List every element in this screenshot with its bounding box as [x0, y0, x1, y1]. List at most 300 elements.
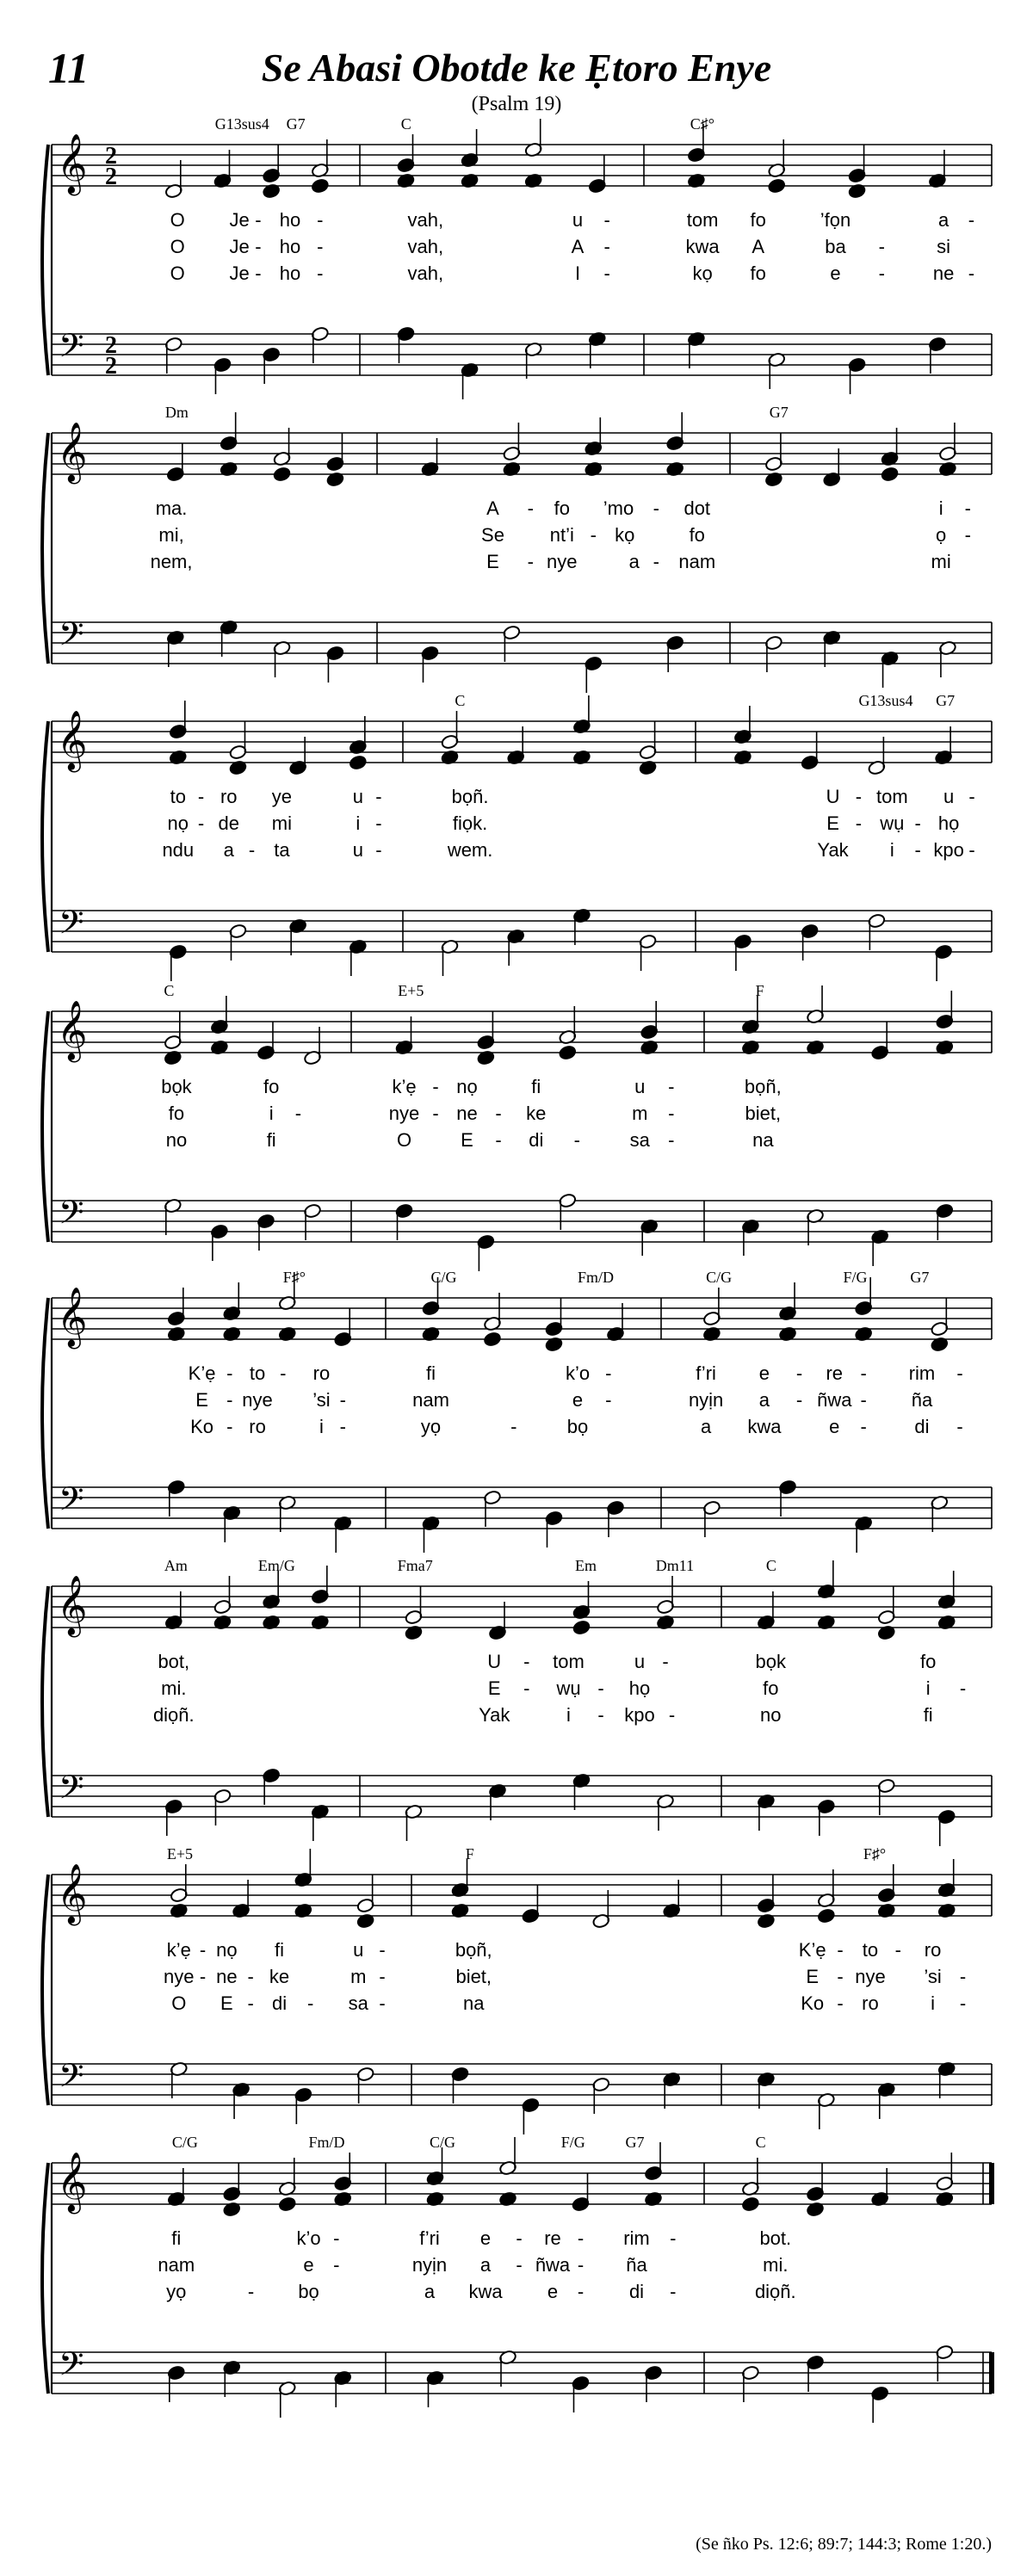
- lyric-syllable: -: [577, 2281, 585, 2302]
- lyric-syllable: -: [959, 1992, 967, 2014]
- hymn-title: Se Abasi Obotde ke Ẹtoro Enye: [261, 46, 772, 90]
- bass-clef: 𝄢: [59, 2344, 84, 2391]
- chord-symbol: C/G: [430, 2134, 456, 2151]
- chord-symbol: Fm/D: [308, 2134, 345, 2151]
- lyric-syllable: a: [758, 1389, 770, 1411]
- lyric-syllable: bọñ,: [744, 1076, 782, 1097]
- lyric-syllable: a: [937, 209, 949, 231]
- lyric-syllable: a: [628, 551, 640, 572]
- lyric-syllable: fo: [763, 1677, 779, 1699]
- lyric-syllable: -: [197, 812, 205, 834]
- lyric-syllable: vah,: [407, 209, 444, 231]
- system-1: [42, 115, 992, 399]
- lyric-syllable: -: [226, 1416, 233, 1437]
- bass-staff: [52, 622, 992, 664]
- chord-symbol: Dm11: [655, 1557, 695, 1574]
- lyric-syllable: -: [603, 236, 610, 257]
- lyric-syllable: bọk: [161, 1076, 192, 1097]
- system-2: [42, 404, 992, 693]
- lyric-syllable: -: [255, 209, 262, 231]
- lyric-syllable: ba: [825, 236, 846, 257]
- lyric-syllable: tom: [875, 786, 908, 807]
- bass-clef: 𝄢: [59, 326, 84, 373]
- lyric-syllable: -: [653, 551, 659, 572]
- lyric-syllable: O: [170, 263, 185, 284]
- lyric-syllable: họ: [937, 812, 960, 834]
- lyric-syllable: re: [544, 2227, 561, 2249]
- lyric-syllable: A: [752, 236, 765, 257]
- lyric-syllable: f’ri: [696, 1362, 716, 1384]
- lyric-syllable: rim: [623, 2227, 650, 2249]
- lyric-syllable: ’mo: [603, 497, 634, 519]
- lyric-syllable: to: [862, 1939, 879, 1961]
- hymn-subtitle: (Psalm 19): [471, 93, 562, 115]
- alto-note: [741, 2196, 759, 2212]
- lyric-syllable: U: [487, 1651, 502, 1672]
- lyric-syllable: -: [597, 1677, 604, 1699]
- lyric-syllable: -: [878, 236, 885, 257]
- lyric-syllable: ho: [279, 236, 301, 257]
- lyric-syllable: diọñ.: [152, 1704, 195, 1726]
- lyric-syllable: nam: [158, 2254, 195, 2276]
- chord-symbol: F/G: [843, 1269, 868, 1286]
- lyric-syllable: e: [547, 2281, 559, 2302]
- lyric-syllable: mi.: [161, 1677, 187, 1699]
- lyric-syllable: kpo: [933, 839, 964, 861]
- lyric-syllable: -: [375, 812, 382, 834]
- lyric-syllable: -: [294, 1103, 302, 1124]
- lyric-syllable: -: [516, 2227, 523, 2249]
- lyric-syllable: nye: [547, 551, 578, 572]
- lyric-syllable: e: [572, 1389, 584, 1411]
- lyric-syllable: yọ: [166, 2281, 187, 2302]
- lyric-syllable: to: [170, 786, 186, 807]
- lyric-syllable: e: [829, 1416, 840, 1437]
- lyric-syllable: -: [199, 1966, 207, 1987]
- lyric-syllable: biet,: [745, 1103, 782, 1124]
- lyric-syllable: vah,: [407, 236, 444, 257]
- time-signature-numerator: 2: [105, 332, 117, 359]
- treble-clef: 𝄞: [57, 1575, 88, 1635]
- treble-staff: [52, 1298, 992, 1339]
- lyric-syllable: dot: [684, 497, 711, 519]
- lyric-syllable: bọk: [755, 1651, 787, 1672]
- lyric-syllable: i: [931, 1992, 936, 2014]
- lyric-syllable: na: [752, 1129, 774, 1151]
- lyric-syllable: nọ: [216, 1939, 238, 1961]
- lyric-syllable: -: [668, 1704, 676, 1726]
- lyric-syllable: kọ: [615, 524, 635, 546]
- lyric-syllable: ọ: [936, 524, 947, 546]
- chord-symbol: Fm/D: [578, 1269, 615, 1286]
- lyric-syllable: -: [964, 497, 971, 519]
- lyric-syllable: i: [938, 497, 943, 519]
- alto-note: [273, 466, 291, 482]
- lyric-syllable: fo: [750, 209, 766, 231]
- chord-symbol: C/G: [430, 1269, 457, 1286]
- lyric-syllable: u: [352, 839, 363, 861]
- bass-clef: 𝄢: [59, 615, 84, 661]
- lyric-syllable: rim: [908, 1362, 936, 1384]
- lyric-syllable: f’ri: [419, 2227, 440, 2249]
- lyric-syllable: wụ: [556, 1677, 581, 1699]
- lyric-syllable: kwa: [747, 1416, 782, 1437]
- hymn-number: 11: [48, 44, 90, 92]
- lyric-syllable: -: [597, 1704, 604, 1726]
- lyric-syllable: O: [171, 1992, 187, 2014]
- lyric-syllable: fo: [168, 1103, 185, 1124]
- lyric-syllable: -: [577, 2227, 585, 2249]
- lyric-syllable: -: [379, 1966, 386, 1987]
- chord-symbol: E+5: [398, 982, 424, 999]
- lyric-syllable: nyịn: [411, 2254, 448, 2276]
- lyric-syllable: a: [223, 839, 234, 861]
- lyric-syllable: i: [356, 812, 361, 834]
- system-5: [42, 1269, 992, 1553]
- lyric-syllable: O: [170, 209, 185, 231]
- lyric-syllable: -: [860, 1362, 867, 1384]
- lyric-syllable: -: [662, 1651, 669, 1672]
- lyric-syllable: -: [837, 1966, 844, 1987]
- lyric-syllable: -: [914, 839, 921, 861]
- chord-symbol: G7: [936, 692, 956, 709]
- lyric-syllable: -: [247, 1966, 254, 1987]
- lyric-syllable: ro: [924, 1939, 942, 1961]
- lyric-syllable: E: [486, 551, 499, 572]
- lyric-syllable: vah,: [407, 263, 444, 284]
- lyric-syllable: -: [510, 1416, 517, 1437]
- treble-staff: [52, 1586, 992, 1628]
- lyric-syllable: O: [396, 1129, 412, 1151]
- lyric-syllable: I: [574, 263, 581, 284]
- lyric-syllable: fo: [750, 263, 766, 284]
- lyric-syllable: -: [795, 1389, 803, 1411]
- chord-symbol: G7: [769, 404, 789, 421]
- lyric-syllable: ñwa: [535, 2254, 571, 2276]
- lyric-syllable: K’ẹ: [188, 1362, 216, 1384]
- lyric-syllable: nye: [388, 1103, 420, 1124]
- lyric-syllable: fi: [531, 1076, 541, 1097]
- alto-note: [483, 1331, 501, 1347]
- lyric-syllable: ta: [274, 839, 290, 861]
- lyric-syllable: kwa: [468, 2281, 503, 2302]
- lyric-syllable: -: [339, 1389, 346, 1411]
- lyric-syllable: si: [937, 236, 951, 257]
- lyric-syllable: de: [218, 812, 240, 834]
- lyric-syllable: tom: [553, 1651, 585, 1672]
- lyric-syllable: -: [653, 497, 659, 519]
- lyric-syllable: -: [247, 1992, 254, 2014]
- lyric-syllable: -: [226, 1362, 233, 1384]
- lyric-syllable: -: [495, 1103, 502, 1124]
- lyric-syllable: -: [837, 1939, 844, 1961]
- system-brace: [42, 721, 48, 952]
- lyric-syllable: mi.: [763, 2254, 789, 2276]
- lyric-syllable: fi: [275, 1939, 285, 1961]
- chord-symbol: G13sus4: [214, 115, 269, 133]
- treble-clef: 𝄞: [57, 710, 88, 770]
- lyric-syllable: ro: [862, 1992, 879, 2014]
- lyric-syllable: a: [479, 2254, 492, 2276]
- treble-staff: [52, 1875, 992, 1916]
- lyric-syllable: nt’i: [549, 524, 574, 546]
- lyric-syllable: sa: [348, 1992, 368, 2014]
- chord-symbol: C: [765, 1557, 776, 1574]
- lyric-syllable: A: [571, 236, 585, 257]
- lyric-syllable: i: [925, 1677, 931, 1699]
- bass-clef: 𝄢: [59, 1768, 84, 1814]
- lyric-syllable: -: [527, 551, 534, 572]
- bass-staff: [52, 1776, 992, 1817]
- lyric-syllable: ma.: [155, 497, 188, 519]
- lyric-syllable: -: [375, 786, 382, 807]
- lyric-syllable: u: [353, 1939, 364, 1961]
- chord-symbol: F♯°: [863, 1845, 887, 1863]
- lyric-syllable: -: [527, 497, 534, 519]
- lyric-syllable: E: [195, 1389, 208, 1411]
- chord-symbol: C: [755, 2134, 766, 2151]
- bass-clef: 𝄢: [59, 1193, 84, 1239]
- lyric-syllable: kpo: [624, 1704, 655, 1726]
- time-signature-denominator: 2: [105, 353, 117, 380]
- lyric-syllable: E: [487, 1677, 501, 1699]
- lyric-syllable: -: [333, 2227, 340, 2249]
- scripture-references: (Se ñko Ps. 12:6; 89:7; 144:3; Rome 1:20.): [696, 2535, 992, 2554]
- lyric-syllable: -: [255, 236, 262, 257]
- lyric-syllable: ’si: [924, 1966, 942, 1987]
- chord-symbol: C: [455, 692, 466, 709]
- chord-symbol: F: [465, 1845, 474, 1863]
- lyric-syllable: fiọk.: [452, 812, 488, 834]
- lyric-syllable: -: [577, 2254, 585, 2276]
- lyric-syllable: ho: [279, 263, 301, 284]
- treble-clef: 𝄞: [57, 1863, 88, 1924]
- chord-symbol: Em/G: [257, 1557, 295, 1574]
- bass-staff: [52, 1487, 992, 1529]
- system-brace: [42, 1875, 48, 2105]
- system-brace: [42, 1298, 48, 1529]
- treble-staff: [52, 2163, 992, 2204]
- lyric-syllable: -: [432, 1103, 439, 1124]
- system-4: [42, 982, 992, 1271]
- lyric-syllable: -: [603, 263, 610, 284]
- lyric-syllable: nem,: [150, 551, 193, 572]
- lyric-syllable: re: [826, 1362, 844, 1384]
- lyric-syllable: -: [248, 839, 256, 861]
- lyric-syllable: -: [590, 524, 597, 546]
- system-brace: [42, 145, 48, 375]
- lyric-syllable: -: [956, 1416, 963, 1437]
- lyric-syllable: -: [333, 2254, 340, 2276]
- chord-symbol: G13sus4: [858, 692, 913, 709]
- lyric-syllable: di: [271, 1992, 288, 2014]
- system-brace: [42, 1586, 48, 1817]
- lyric-syllable: E: [826, 812, 839, 834]
- lyric-syllable: -: [197, 786, 205, 807]
- chord-symbol: Dm: [164, 404, 189, 421]
- treble-clef: 𝄞: [57, 1287, 88, 1347]
- lyric-syllable: -: [573, 1129, 580, 1151]
- lyric-syllable: ña: [626, 2254, 647, 2276]
- lyric-syllable: u: [943, 786, 955, 807]
- lyric-syllable: m: [632, 1103, 648, 1124]
- chord-symbol: Em: [575, 1557, 597, 1574]
- lyric-syllable: -: [379, 1992, 386, 2014]
- lyric-syllable: mi: [931, 551, 951, 572]
- lyric-syllable: -: [670, 2281, 677, 2302]
- lyric-syllable: -: [495, 1129, 502, 1151]
- lyric-syllable: wem.: [447, 839, 493, 861]
- lyric-syllable: -: [226, 1389, 233, 1411]
- lyric-syllable: -: [375, 839, 382, 861]
- lyric-syllable: yọ: [420, 1416, 442, 1437]
- lyric-syllable: a: [424, 2281, 436, 2302]
- lyric-syllable: -: [317, 209, 324, 231]
- lyric-syllable: Se: [481, 524, 504, 546]
- lyric-syllable: nam: [678, 551, 716, 572]
- lyric-syllable: nye: [855, 1966, 886, 1987]
- alto-note: [881, 466, 899, 482]
- lyric-syllable: no: [165, 1129, 188, 1151]
- time-signature-numerator: 2: [105, 143, 117, 170]
- treble-clef: 𝄞: [57, 2152, 88, 2212]
- lyric-syllable: bọ: [566, 1416, 589, 1437]
- alto-note: [311, 178, 329, 194]
- lyric-syllable: fo: [554, 497, 570, 519]
- lyric-syllable: -: [837, 1992, 844, 2014]
- lyric-syllable: i: [889, 839, 894, 861]
- lyric-syllable: Ko: [190, 1416, 214, 1437]
- lyric-syllable: e: [758, 1362, 770, 1384]
- chord-symbol: F/G: [560, 2134, 585, 2151]
- lyric-syllable: e: [830, 263, 841, 284]
- alto-note: [572, 1620, 591, 1635]
- time-signature-denominator: 2: [105, 164, 117, 190]
- lyric-syllable: e: [303, 2254, 314, 2276]
- lyric-syllable: ro: [220, 786, 238, 807]
- lyric-syllable: Je: [229, 236, 250, 257]
- lyric-syllable: nyịn: [688, 1389, 724, 1411]
- lyric-syllable: i: [269, 1103, 274, 1124]
- chord-symbol: F♯°: [282, 1269, 306, 1286]
- lyric-syllable: na: [463, 1992, 485, 2014]
- lyric-syllable: -: [894, 1939, 901, 1961]
- system-brace: [42, 1011, 48, 1242]
- lyric-syllable: -: [339, 1416, 346, 1437]
- lyric-syllable: kọ: [692, 263, 713, 284]
- alto-note: [768, 178, 786, 194]
- lyric-syllable: A: [486, 497, 499, 519]
- lyric-syllable: Ko: [801, 1992, 825, 2014]
- lyric-syllable: họ: [628, 1677, 651, 1699]
- lyric-syllable: sa: [629, 1129, 650, 1151]
- system-7: [42, 1845, 992, 2134]
- lyric-syllable: -: [855, 786, 863, 807]
- lyric-syllable: -: [605, 1362, 612, 1384]
- treble-staff: [52, 433, 992, 474]
- lyric-syllable: biet,: [455, 1966, 492, 1987]
- lyric-syllable: -: [670, 2227, 677, 2249]
- lyric-syllable: fo: [263, 1076, 280, 1097]
- lyric-syllable: ndu: [162, 839, 195, 861]
- lyric-syllable: -: [795, 1362, 803, 1384]
- lyric-syllable: -: [855, 812, 863, 834]
- bass-clef: 𝄢: [59, 1480, 84, 1526]
- lyric-syllable: di: [529, 1129, 544, 1151]
- lyric-syllable: fi: [426, 1362, 436, 1384]
- chord-symbol: C/G: [171, 2134, 198, 2151]
- lyric-syllable: O: [170, 236, 185, 257]
- lyric-syllable: ro: [249, 1416, 266, 1437]
- system-brace: [42, 2163, 48, 2394]
- lyric-syllable: diọñ.: [754, 2281, 796, 2302]
- lyric-syllable: ne: [932, 263, 955, 284]
- lyric-syllable: -: [317, 236, 324, 257]
- lyric-syllable: Yak: [479, 1704, 510, 1726]
- lyric-syllable: -: [914, 812, 921, 834]
- lyric-syllable: -: [605, 1389, 612, 1411]
- lyric-syllable: -: [964, 524, 971, 546]
- lyric-syllable: ’fọn: [820, 209, 851, 231]
- chord-symbol: Fma7: [397, 1557, 433, 1574]
- lyric-syllable: u: [572, 209, 584, 231]
- lyric-syllable: di: [914, 1416, 930, 1437]
- alto-note: [278, 2196, 296, 2212]
- lyric-syllable: k’o: [565, 1362, 591, 1384]
- lyric-syllable: wụ: [880, 812, 905, 834]
- lyric-syllable: u: [634, 1076, 646, 1097]
- lyric-syllable: nye: [242, 1389, 273, 1411]
- lyric-syllable: ho: [279, 209, 301, 231]
- lyric-syllable: -: [379, 1939, 386, 1961]
- treble-clef: 𝄞: [57, 133, 88, 194]
- lyric-syllable: -: [878, 263, 885, 284]
- chord-symbol: C♯°: [690, 115, 714, 133]
- bass-staff: [52, 2352, 992, 2394]
- lyric-syllable: -: [247, 2281, 255, 2302]
- lyric-syllable: u: [352, 786, 363, 807]
- bass-clef: 𝄢: [59, 903, 84, 949]
- lyric-syllable: Je: [229, 209, 250, 231]
- lyric-syllable: e: [479, 2227, 492, 2249]
- lyric-syllable: U: [826, 786, 840, 807]
- lyric-syllable: bọ: [298, 2281, 319, 2302]
- lyric-syllable: -: [959, 1677, 967, 1699]
- lyric-syllable: bot.: [759, 2227, 792, 2249]
- alto-note: [349, 755, 367, 770]
- lyric-syllable: -: [523, 1677, 530, 1699]
- system-3: [42, 692, 992, 981]
- lyric-syllable: -: [668, 1129, 675, 1151]
- lyric-syllable: E: [461, 1129, 473, 1151]
- lyric-syllable: di: [628, 2281, 645, 2302]
- lyric-syllable: Je: [229, 263, 250, 284]
- lyric-syllable: -: [860, 1416, 867, 1437]
- system-8: [42, 2134, 992, 2423]
- lyric-syllable: K’ẹ: [798, 1939, 826, 1961]
- lyric-syllable: nye: [164, 1966, 195, 1987]
- chord-symbol: C/G: [706, 1269, 733, 1286]
- lyric-syllable: -: [968, 839, 975, 861]
- lyric-syllable: -: [523, 1651, 530, 1672]
- lyric-syllable: ña: [911, 1389, 933, 1411]
- bass-clef: 𝄢: [59, 2056, 84, 2103]
- system-brace: [42, 433, 48, 664]
- chord-symbol: G7: [910, 1269, 930, 1286]
- lyric-syllable: -: [516, 2254, 523, 2276]
- lyric-syllable: mi,: [158, 524, 184, 546]
- lyric-syllable: no: [760, 1704, 782, 1726]
